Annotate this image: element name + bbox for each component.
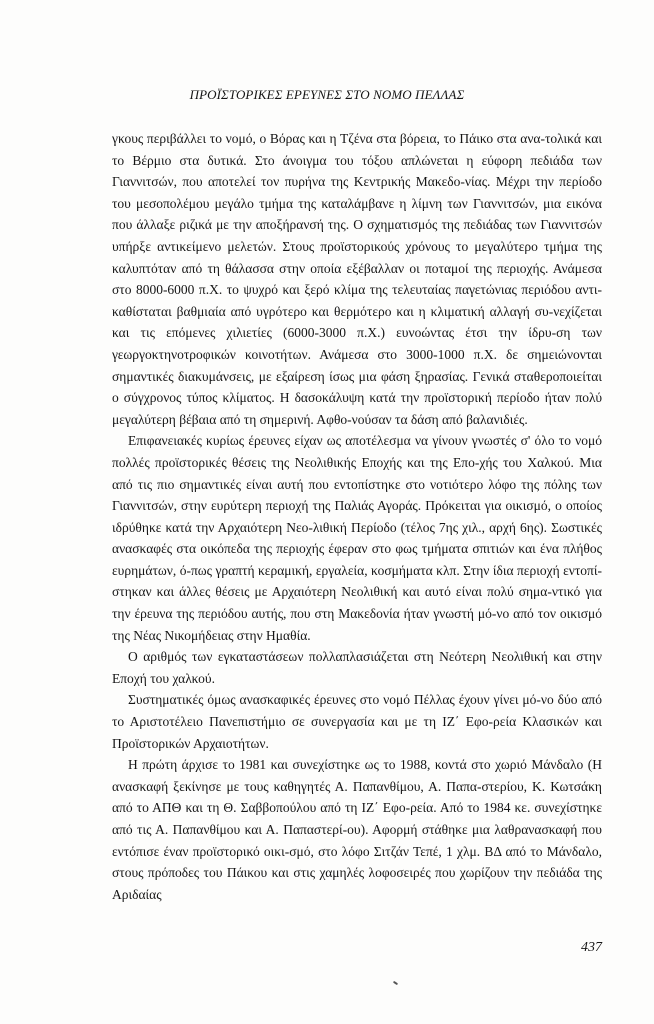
paragraph: Συστηματικές όμως ανασκαφικές έρευνες στο νομό Πέλλας έχουν γίνει μό-νο δύο από το Αριστοτέλειο Πανεπιστήμιο σε συνεργασία και με τη ΙΖ΄ Εφο-ρεία Κλασικών και Προϊστορικών Αρχαιοτήτων. [112,692,602,751]
page-number: 437 [581,940,602,955]
paragraph: Επιφανειακές κυρίως έρευνες είχαν ως αποτέλεσμα να γίνουν γνωστές σ' όλο το νομό πολλές προϊστορικές θέσεις της Νεολιθικής Εποχής και της Επο-χής του Χαλκού. Μια από τις πιο σημαντικές είναι αυτή που εντοπίστηκε στο νοτιότερο λόφο της πόλης των Γιαννιτσών, στην ευρύτερη περιοχή της Παλιάς Αγοράς. Πρόκειται για οικισμό, ο οποίος ιδρύθηκε κατά την Αρχαιότερη Νεο-λιθική Περίοδο (τέλος 7ης χιλ., αρχή 6ης). Σωστικές ανασκαφές στα οικόπεδα της περιοχής έφεραν στο φως τμήματα σπιτιών και ένα πλήθος ευρημάτων, ό-πως γραπτή κεραμική, εργαλεία, κοσμήματα κλπ. Στην ίδια περιοχή εντοπί-στηκαν και άλλες θέσεις με Αρχαιότερη Νεολιθική και αυτό είναι πολύ σημα-ντικό για την έρευνα της περιόδου αυτής, που στη Μακεδονία ήταν γνωστή μό-νο από τον οικισμό της Νέας Νικομήδειας στην Ημαθία. [112,433,602,643]
paragraph: Ο αριθμός των εγκαταστάσεων πολλαπλασιάζεται στη Νεότερη Νεολιθική και στην Εποχή του χαλκού. [112,649,602,686]
paragraph: Η πρώτη άρχισε το 1981 και συνεχίστηκε ως το 1988, κοντά στο χωριό Μάνδαλο (Η ανασκαφή ξεκίνησε με τους καθηγητές Α. Παπανθίμου, Α. Παπα-στερίου, Κ. Κωτσάκη από το ΑΠΘ και τη Θ. Σαββοπούλου από τη ΙΖ΄ Εφο-ρεία. Από το 1984 κε. συνεχίστηκε από τις Α. Παπανθίμου και Α. Παπαστερί-ου). Αφορμή στάθηκε μια λαθρανασκαφή που εντόπισε έναν προϊστορικό οικι-σμό, στο λόφο Σιτζάν Τεπέ, 1 χλμ. ΒΔ από το Μάνδαλο, στους πρόποδες του Πάικου και στις χαμηλές λοφοσειρές που χωρίζουν την πεδιάδα της Αριδαίας [112,757,602,902]
ink-speck [393,981,398,986]
running-head-title: ΠΡΟΪΣΤΟΡΙΚΕΣ ΕΡΕΥΝΕΣ ΣΤΟ ΝΟΜΟ ΠΕΛΛΑΣ [189,87,465,102]
main-text [112,128,602,905]
paragraph: γκους περιβάλλει το νομό, ο Βόρας και η Τζένα στα βόρεια, το Πάικο στα ανα-τολικά και το Βέρμιο στα δυτικά. Στο άνοιγμα του τόξου απλώνεται η εύφορη πεδιάδα των Γιαννιτσών, που αποτελεί τον πυρήνα της Κεντρικής Μακεδο-νίας. Μέχρι την περίοδο του μεσοπολέμου μεγάλο τμήμα της καταλάμβανε η λίμνη των Γιαννιτσών, μια εικόνα που άλλαξε ριζικά με την αποξήρανσή της. Ο σχηματισμός της πεδιάδας των Γιαννιτσών υπήρξε αντικείμενο μελετών. Στους προϊστορικούς χρόνους το μεγαλύτερο τμήμα της καλυπτόταν από τη θάλασσα στην οποία εξέβαλλαν οι ποταμοί της περιοχής. Ανάμεσα στο 8000-6000 π.Χ. το ψυχρό και ξερό κλίμα της τελευταίας παγετώνιας περιόδου αντι-καθίσταται βαθμιαία από υγρότερο και θερμότερο και η κλιματική αλλαγή συ-νεχίζεται και τις επόμενες χιλιετίες (6000-3000 π.Χ.) ευνοώντας έτσι την ίδρυ-ση των γεωργοκτηνοτροφικών κοινοτήτων. Ανάμεσα στο 3000-1000 π.Χ. δε σημειώνονται σημαντικές διακυμάνσεις, με εξαίρεση ίσως μια φάση ξηρασίας. Γενικά σταθεροποιείται ο σύγχρονος τύπος κλίματος. Η δασοκάλυψη κατά την προϊστορική περίοδο ήταν πολύ μεγαλύτερη βέβαια από τη σημερινή. Αφθο-νούσαν τα δάση από βαλανιδιές. [112,131,602,427]
